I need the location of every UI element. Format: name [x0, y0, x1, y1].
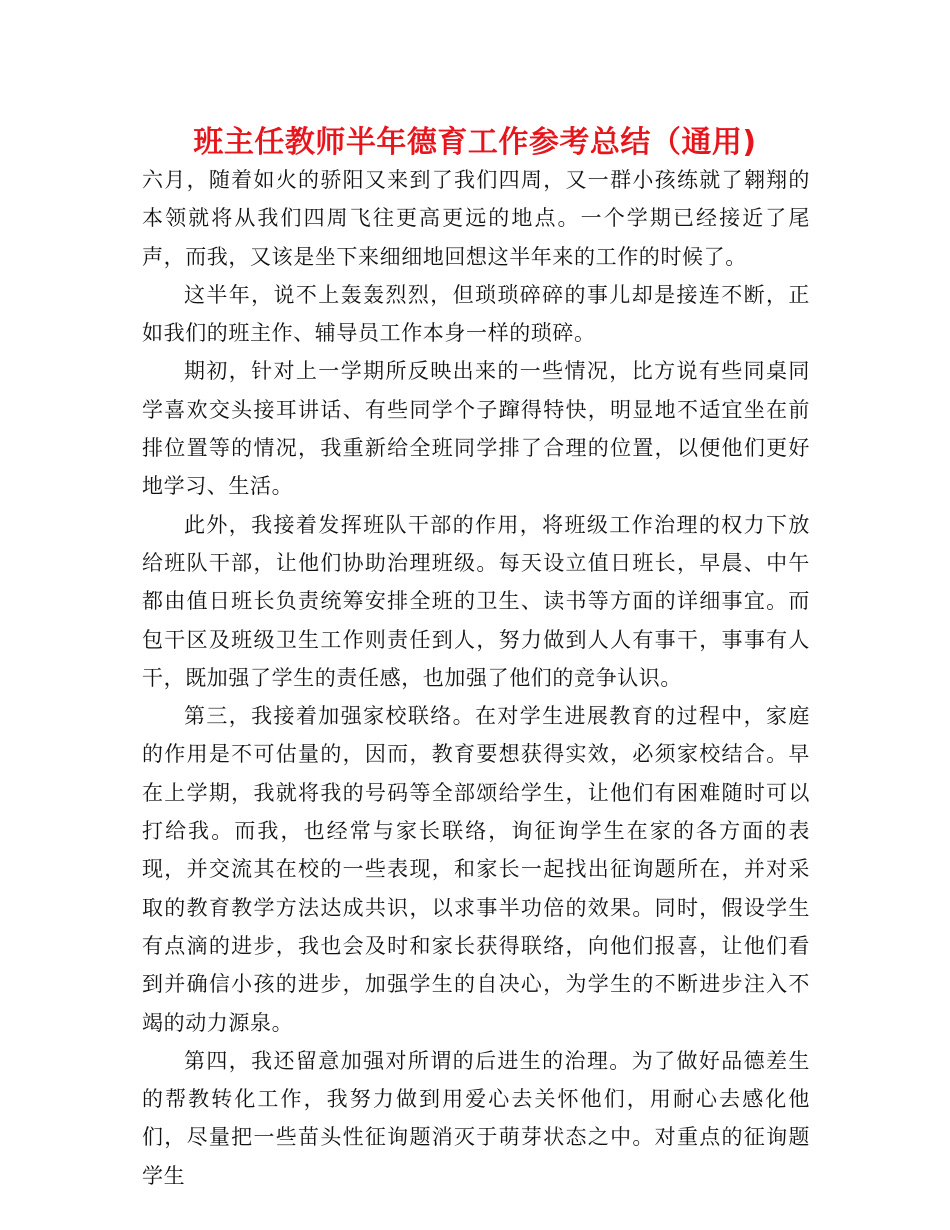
- paragraph-5: 第三，我接着加强家校联络。在对学生进展教育的过程中，家庭的作用是不可估量的，因而，教育要想获得实效，必须家校结合。早在上学期，我就将我的号码等全部颂给学生，让他们有困难随时可以打给我。而我，也经常与家长联络，询征询学生在家的各方面的表现，并交流其在校的一些表现，和家长一起找出征询题所在，并对采取的教育教学方法达成共识，以求事半功倍的效果。同时，假设学生有点滴的进步，我也会及时和家长获得联络，向他们报喜，让他们看到并确信小孩的进步，加强学生的自决心，为学生的不断进步注入不竭的动力源泉。: [142, 704, 810, 1035]
- paragraph-3: 期初，针对上一学期所反映出来的一些情况，比方说有些同桌同学喜欢交头接耳讲话、有些同学个子蹿得特快，明显地不适宜坐在前排位置等的情况，我重新给全班同学排了合理的位置，以便他们更好地学习、生活。: [142, 359, 810, 499]
- paragraph-4: 此外，我接着发挥班队干部的作用，将班级工作治理的权力下放给班队干部，让他们协助治理班级。每天设立值日班长，早晨、中午都由值日班长负责统筹安排全班的卫生、读书等方面的详细事宜。而包干区及班级卫生工作则责任到人，努力做到人人有事干，事事有人干，既加强了学生的责任感，也加强了他们的竞争认识。: [142, 512, 810, 690]
- document-body: [142, 161, 810, 1195]
- paragraph-2: 这半年，说不上轰轰烈烈，但琐琐碎碎的事儿却是接连不断，正如我们的班主作、辅导员工作本身一样的琐碎。: [142, 282, 810, 346]
- document-title: 班主任教师半年德育工作参考总结（通用): [193, 125, 757, 160]
- paragraph-6: 第四，我还留意加强对所谓的后进生的治理。为了做好品德差生的帮教转化工作，我努力做到用爱心去关怀他们，用耐心去感化他们，尽量把一些苗头性征询题消灭于萌芽状态之中。对重点的征询题学生: [142, 1048, 810, 1188]
- paragraph-1: 六月，随着如火的骄阳又来到了我们四周，又一群小孩练就了翱翔的本领就将从我们四周飞往更高更远的地点。一个学期已经接近了尾声，而我，又该是坐下来细细地回想这半年来的工作的时候了。: [142, 168, 810, 269]
